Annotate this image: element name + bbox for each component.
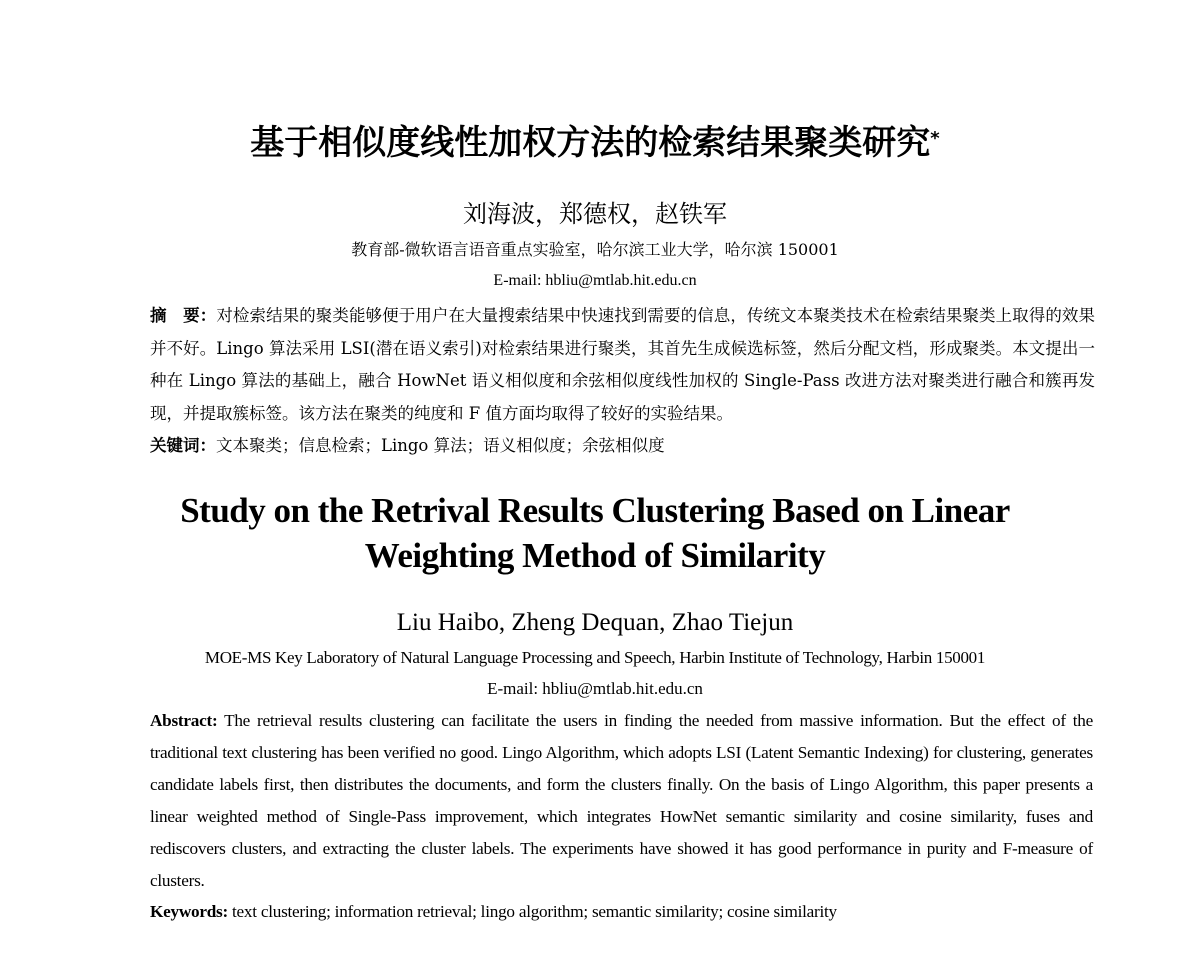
- english-title: [0, 488, 1190, 578]
- chinese-keywords-text: 文本聚类；信息检索；Lingo 算法；语义相似度；余弦相似度: [216, 436, 665, 455]
- chinese-abstract-label: 摘 要：: [150, 306, 217, 325]
- chinese-authors: 刘海波，郑德权，赵铁军: [463, 200, 727, 228]
- english-authors: Liu Haibo, Zheng Dequan, Zhao Tiejun: [396, 609, 794, 636]
- chinese-title-text: 基于相似度线性加权方法的检索结果聚类研究: [250, 123, 931, 163]
- chinese-keywords: [150, 431, 1095, 461]
- chinese-title: [0, 118, 1190, 168]
- english-abstract-label: Abstract:: [150, 711, 218, 730]
- english-abstract-text: The retrieval results clustering can facilitate the users in finding the needed from massive information. But the effect of the traditional text clustering has been verified no good. Lingo Algorithm, which adopts LSI (Latent Semantic Indexing) for clustering, generates candidate labels first, then distributes the documents, and form the clusters finally. On the basis of Lingo Algorithm, this paper presents a linear weighted method of Single-Pass improvement, which integrates HowNet semantic similarity and cosine similarity, fuses and rediscovers clusters, and extracting the cluster labels. The experiments have showed it has good performance in purity and F-measure of clusters.: [150, 711, 1093, 890]
- english-email: E-mail: hbliu@mtlab.hit.edu.cn: [487, 679, 703, 698]
- chinese-affiliation: 教育部-微软语言语音重点实验室，哈尔滨工业大学，哈尔滨 150001: [351, 240, 839, 259]
- english-abstract: [150, 705, 1093, 897]
- chinese-abstract-text: 对检索结果的聚类能够便于用户在大量搜索结果中快速找到需要的信息，传统文本聚类技术在检索结果聚类上取得的效果并不好。Lingo 算法采用 LSI(潜在语义索引)对检索结果进行聚类，其首先生成候选标签，然后分配文档，形成聚类。本文提出一种在 Lingo 算法的基础上，融合 HowNet 语义相似度和余弦相似度线性加权的 Single-Pass 改进方法对聚类进行融合和簇再发现，并提取簇标签。该方法在聚类的纯度和 F 值方面均取得了较好的实验结果。: [150, 306, 1096, 423]
- english-affiliation: MOE-MS Key Laboratory of Natural Language Processing and Speech, Harbin Institute of Technology, Harbin 150001: [204, 648, 986, 667]
- chinese-keywords-label: 关键词：: [150, 436, 216, 455]
- english-keywords-label: Keywords:: [150, 902, 228, 921]
- title-footnote-mark: *: [930, 128, 940, 149]
- english-keywords-text: text clustering; information retrieval; lingo algorithm; semantic similarity; cosine similarity: [232, 902, 837, 921]
- chinese-email: E-mail: hbliu@mtlab.hit.edu.cn: [493, 272, 697, 289]
- english-title-line-2: Weighting Method of Similarity: [364, 536, 826, 575]
- chinese-abstract: [150, 300, 1095, 430]
- english-keywords: [150, 897, 1093, 927]
- english-title-line-1: Study on the Retrival Results Clustering Based on Linear: [180, 491, 1010, 530]
